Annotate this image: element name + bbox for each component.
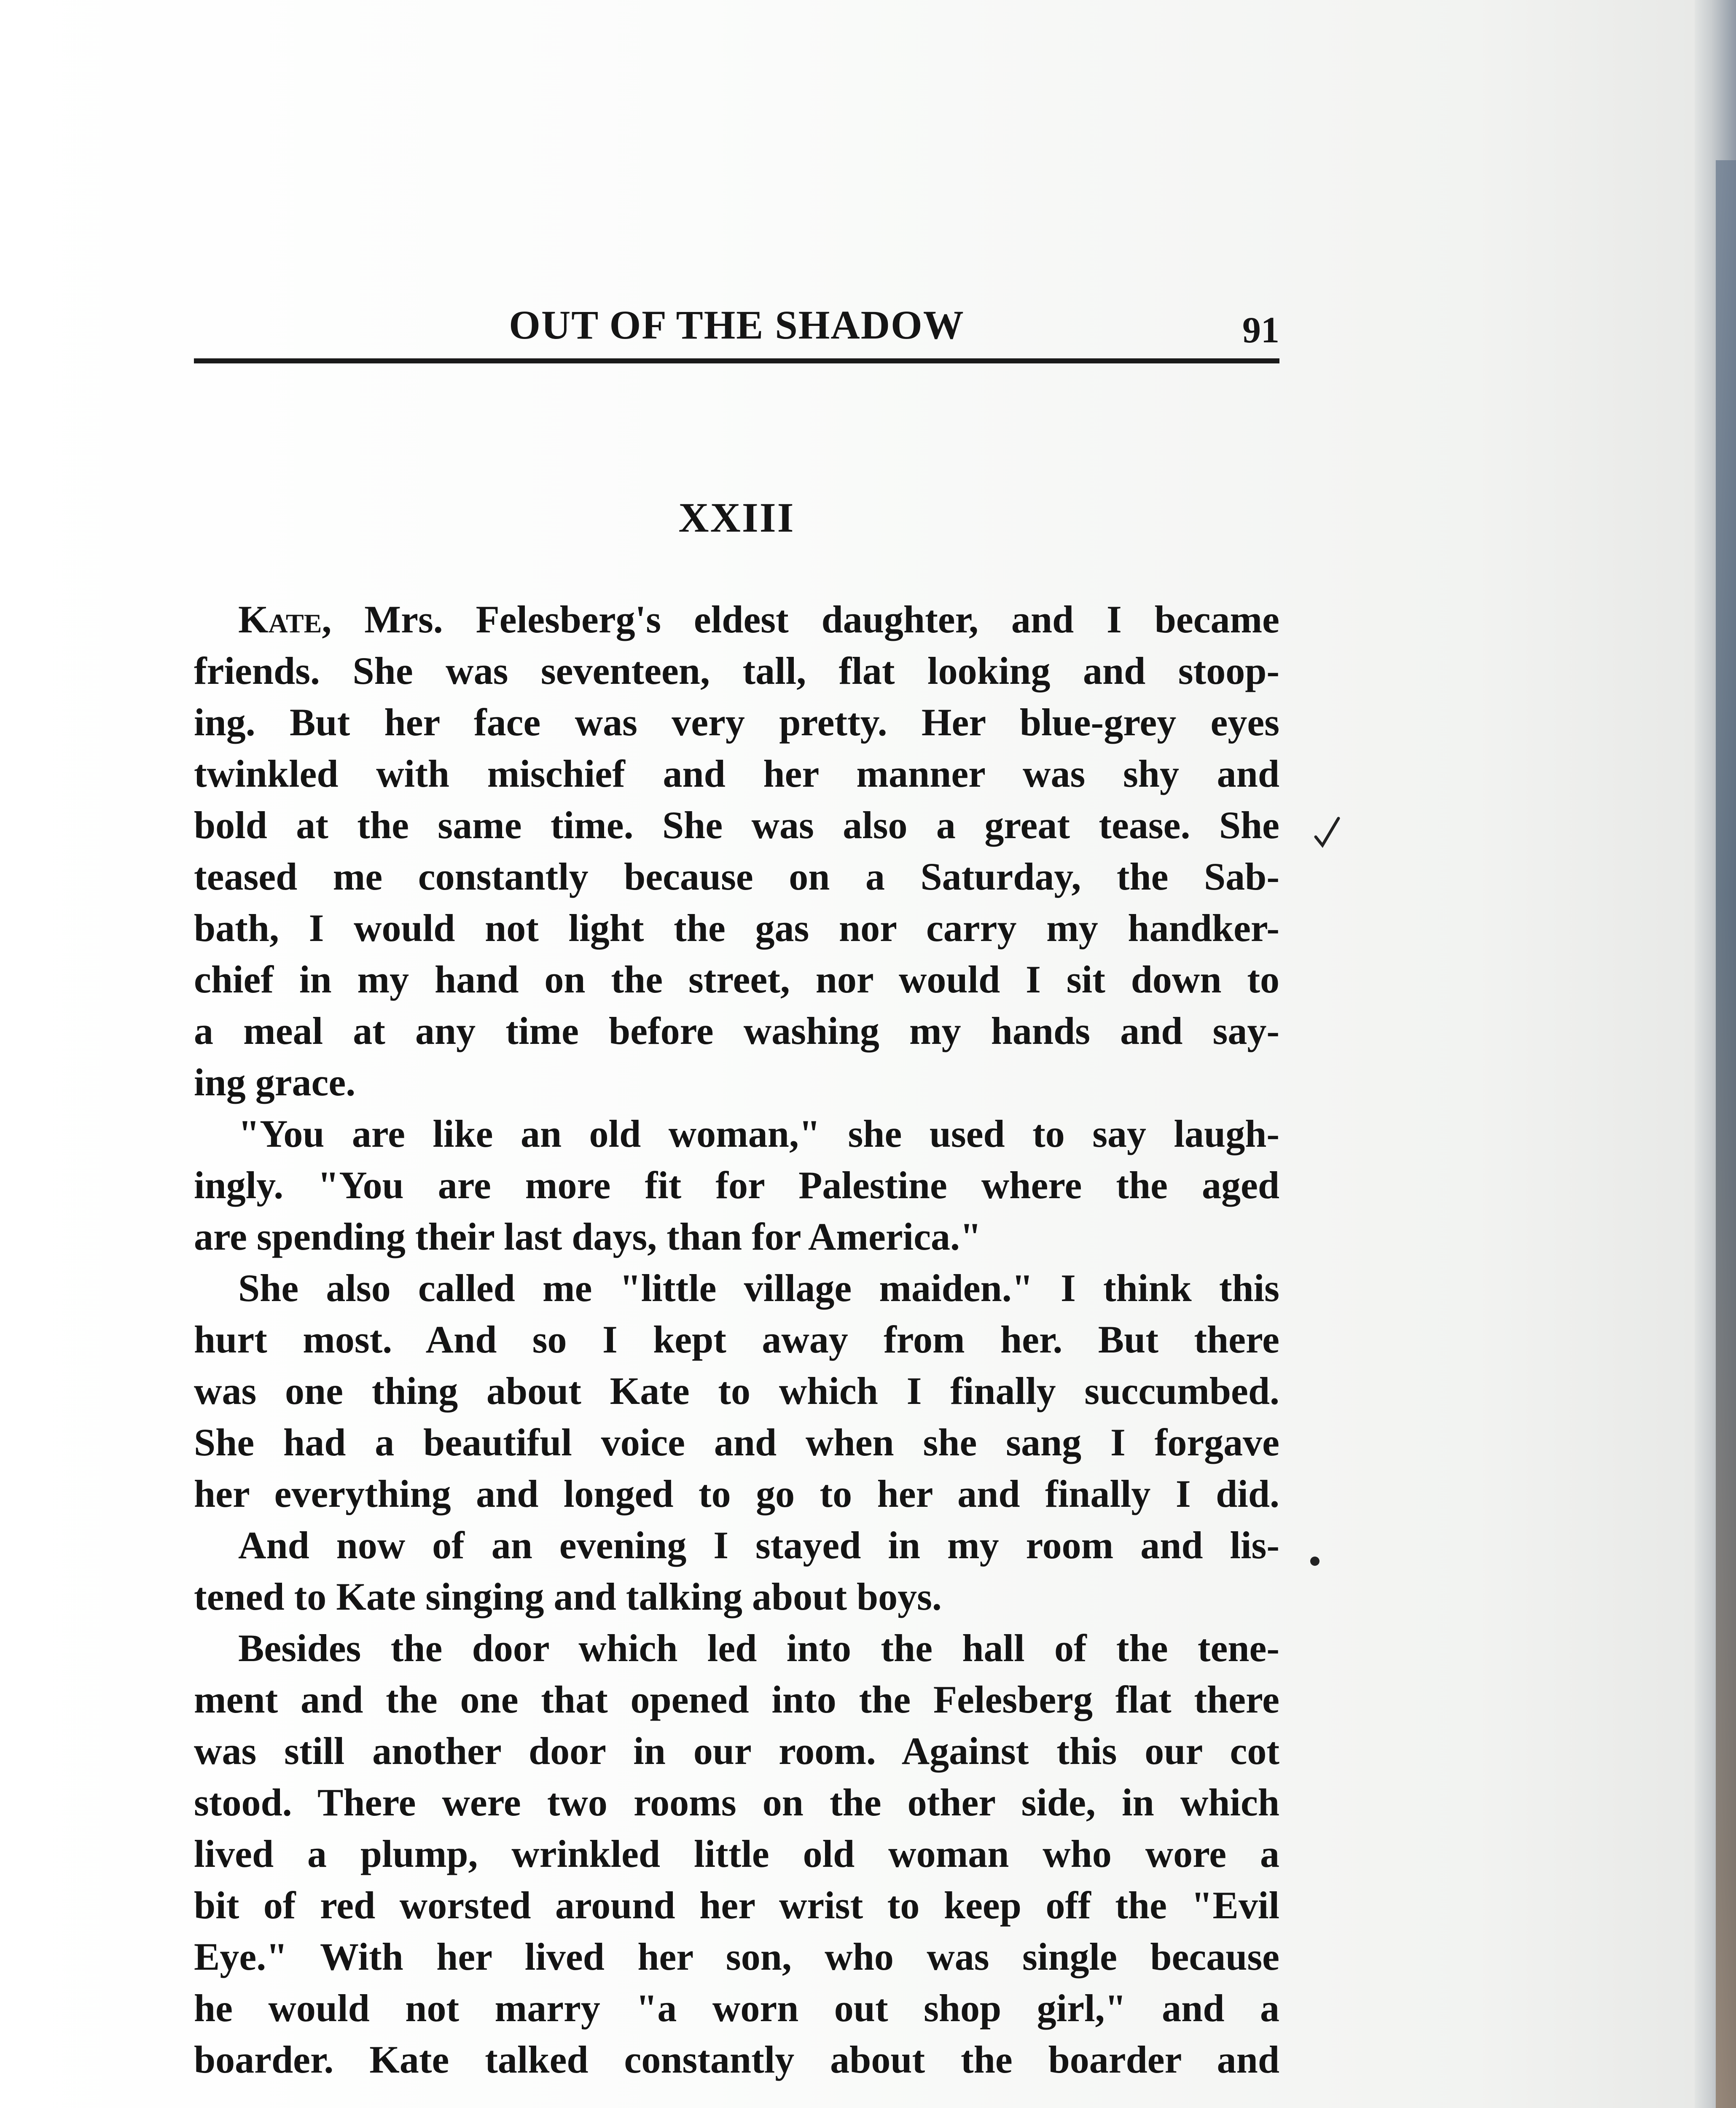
text-line: ingly. "You are more fit for Palestine where the aged: [194, 1164, 1279, 1207]
text-line: bath, I would not light the gas nor carry my handker-: [194, 906, 1279, 949]
paragraph: [194, 1622, 1279, 2085]
text-line: "You are like an old woman," she used to say laugh-: [238, 1112, 1279, 1155]
text-line: a meal at any time before washing my hands and say-: [194, 1009, 1279, 1052]
background-book-edge: [1716, 160, 1736, 2108]
text-line: are spending their last days, than for America.": [194, 1215, 982, 1258]
first-line-rest: , Mrs. Felesberg's eldest daughter, and I became: [322, 598, 1279, 641]
text-line: [194, 594, 1279, 645]
text-line: her everything and longed to go to her and finally I did.: [194, 1472, 1279, 1515]
paragraph: [194, 1519, 1279, 1622]
text-line: friends. She was seventeen, tall, flat looking and stoop-: [194, 649, 1279, 692]
text-line: hurt most. And so I kept away from her. But there: [194, 1318, 1279, 1361]
text-line: twinkled with mischief and her manner was shy and: [194, 752, 1279, 795]
body-text: [194, 594, 1279, 2085]
paragraph: [194, 594, 1279, 1108]
text-line: chief in my hand on the street, nor would I sit down to: [194, 958, 1279, 1001]
text-line: tened to Kate singing and talking about boys.: [194, 1575, 942, 1618]
text-line: was one thing about Kate to which I finally succumbed.: [194, 1369, 1279, 1412]
text-line: And now of an evening I stayed in my room and lis-: [238, 1524, 1279, 1567]
running-header: [194, 301, 1279, 365]
paragraph: [194, 1262, 1279, 1519]
text-line: bold at the same time. She was also a great tease. She: [194, 804, 1279, 847]
drop-word: Kate: [238, 598, 322, 641]
text-line: Eye." With her lived her son, who was single because: [194, 1935, 1279, 1978]
text-line: She had a beautiful voice and when she sang I forgave: [194, 1421, 1279, 1464]
page-number: 91: [1242, 310, 1279, 351]
text-line: lived a plump, wrinkled little old woman who wore a: [194, 1832, 1279, 1875]
text-line: ing. But her face was very pretty. Her blue-grey eyes: [194, 701, 1279, 744]
text-line: he would not marry "a worn out shop girl," and a: [194, 1987, 1279, 2030]
text-line: was still another door in our room. Against this our cot: [194, 1729, 1279, 1772]
chapter-number: XXIII: [678, 494, 795, 541]
text-line: boarder. Kate talked constantly about the boarder and: [194, 2038, 1279, 2081]
running-title: OUT OF THE SHADOW: [509, 302, 965, 347]
text-line: Besides the door which led into the hall of the tene-: [238, 1627, 1279, 1670]
text-line: teased me constantly because on a Saturday, the Sab-: [194, 855, 1279, 898]
paragraph: [194, 1108, 1279, 1262]
text-line: stood. There were two rooms on the other side, in which: [194, 1781, 1279, 1824]
pencil-dot-mark: [1310, 1557, 1319, 1566]
header-rule: [194, 358, 1279, 363]
text-line: bit of red worsted around her wrist to keep off the "Evil: [194, 1884, 1279, 1927]
pencil-tick-mark: [1313, 816, 1343, 850]
text-line: She also called me "little village maiden." I think this: [238, 1266, 1279, 1309]
text-line: ing grace.: [194, 1061, 356, 1104]
text-line: ment and the one that opened into the Felesberg flat there: [194, 1678, 1279, 1721]
